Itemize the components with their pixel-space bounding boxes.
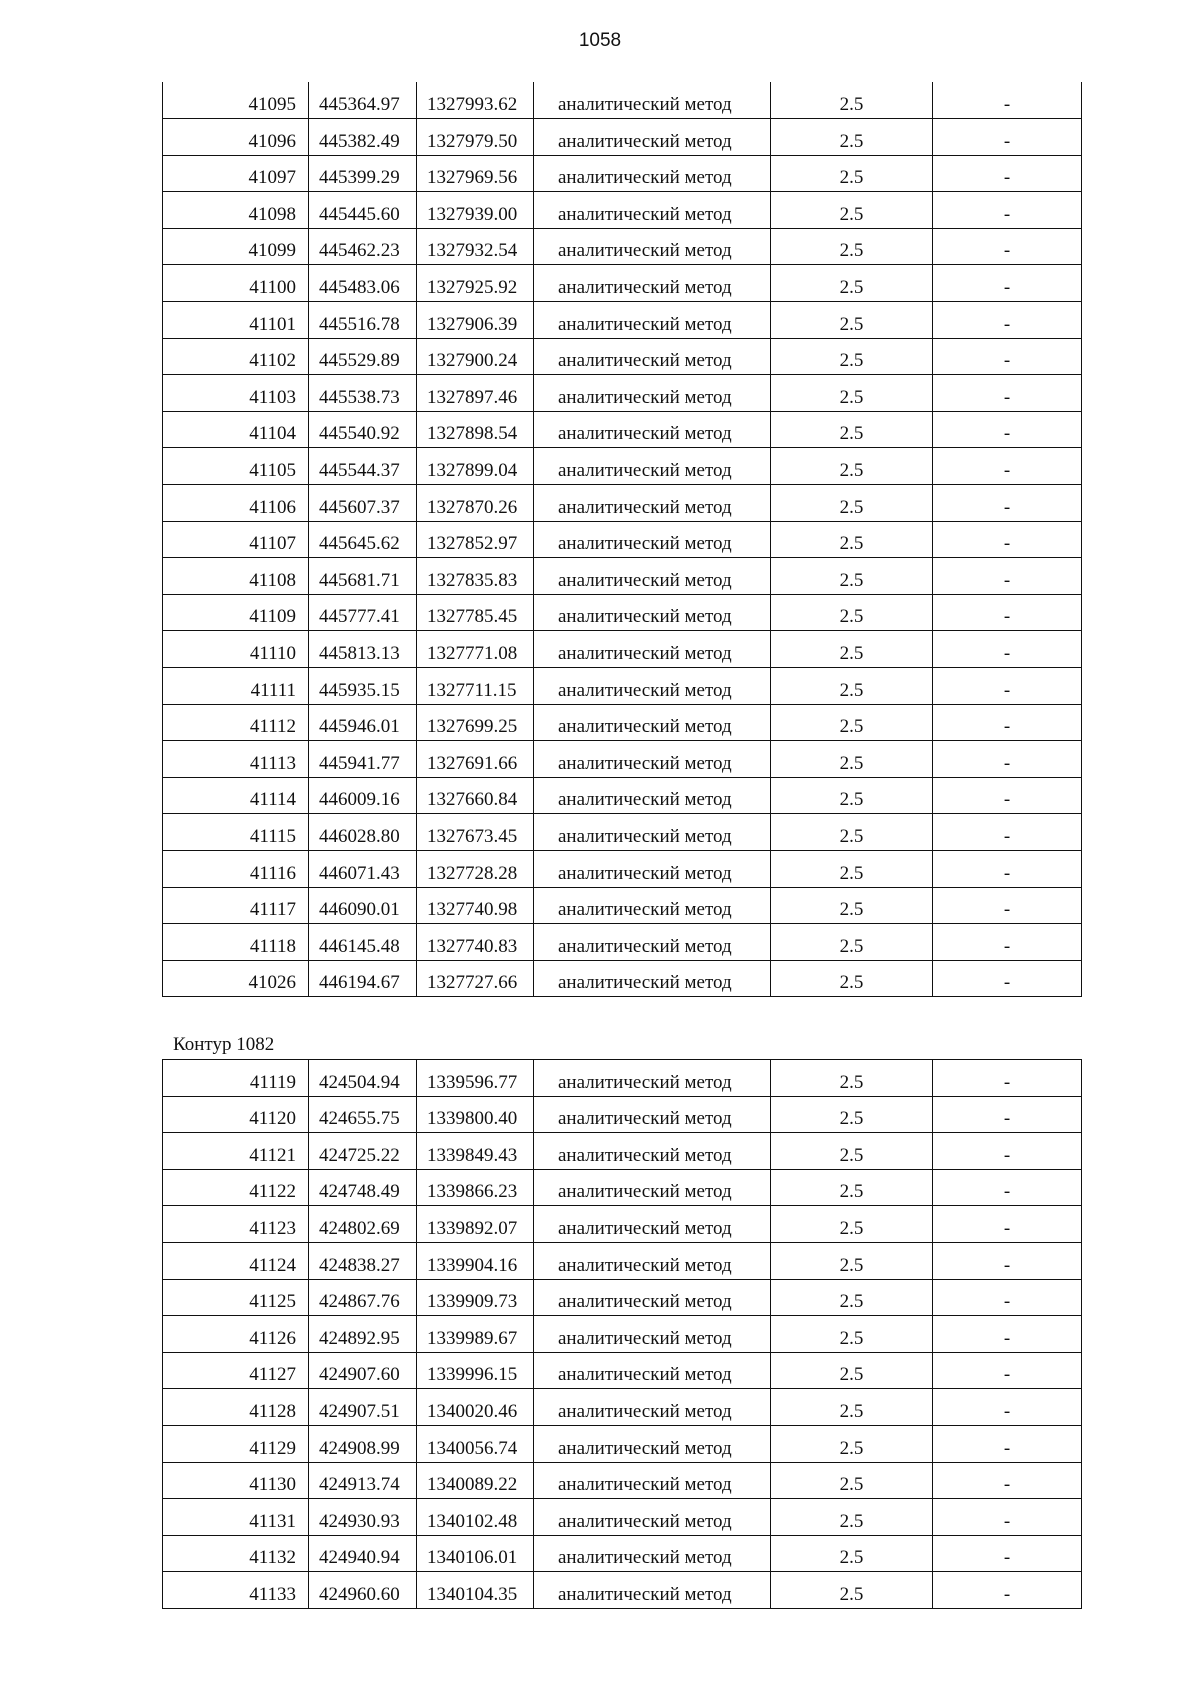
method-cell: аналитический метод	[534, 302, 771, 339]
y-coordinate-cell: 1339904.16	[417, 1242, 534, 1279]
y-coordinate-cell: 1327740.83	[417, 924, 534, 961]
point-number-cell: 41129	[163, 1425, 309, 1462]
x-coordinate-cell: 445544.37	[309, 448, 417, 485]
table-row	[163, 1133, 1082, 1170]
table-row	[163, 411, 1082, 448]
table-row	[163, 1316, 1082, 1353]
table-row	[163, 265, 1082, 302]
table-row	[163, 1279, 1082, 1316]
description-cell: -	[933, 924, 1082, 961]
accuracy-cell: 2.5	[771, 1242, 933, 1279]
x-coordinate-cell: 445540.92	[309, 411, 417, 448]
method-cell: аналитический метод	[534, 1425, 771, 1462]
description-cell: -	[933, 887, 1082, 924]
description-cell: -	[933, 1425, 1082, 1462]
x-coordinate-cell: 446028.80	[309, 814, 417, 851]
y-coordinate-cell: 1327898.54	[417, 411, 534, 448]
point-number-cell: 41119	[163, 1060, 309, 1097]
table-row	[163, 1425, 1082, 1462]
point-number-cell: 41101	[163, 302, 309, 339]
x-coordinate-cell: 445935.15	[309, 668, 417, 705]
x-coordinate-cell: 424802.69	[309, 1206, 417, 1243]
method-cell: аналитический метод	[534, 1206, 771, 1243]
description-cell: -	[933, 119, 1082, 156]
x-coordinate-cell: 446194.67	[309, 960, 417, 997]
x-coordinate-cell: 445462.23	[309, 228, 417, 265]
description-cell: -	[933, 1133, 1082, 1170]
point-number-cell: 41127	[163, 1352, 309, 1389]
method-cell: аналитический метод	[534, 1096, 771, 1133]
table-row	[163, 1096, 1082, 1133]
table-row	[163, 924, 1082, 961]
x-coordinate-cell: 445538.73	[309, 375, 417, 412]
point-number-cell: 41118	[163, 924, 309, 961]
table-row	[163, 1499, 1082, 1536]
point-number-cell: 41104	[163, 411, 309, 448]
description-cell: -	[933, 228, 1082, 265]
y-coordinate-cell: 1327727.66	[417, 960, 534, 997]
method-cell: аналитический метод	[534, 375, 771, 412]
table-row	[163, 1572, 1082, 1609]
point-number-cell: 41113	[163, 741, 309, 778]
table-row	[163, 375, 1082, 412]
y-coordinate-cell: 1327660.84	[417, 777, 534, 814]
y-coordinate-cell: 1340106.01	[417, 1535, 534, 1572]
point-number-cell: 41099	[163, 228, 309, 265]
point-number-cell: 41131	[163, 1499, 309, 1536]
description-cell: -	[933, 485, 1082, 522]
y-coordinate-cell: 1327785.45	[417, 594, 534, 631]
method-cell: аналитический метод	[534, 82, 771, 119]
x-coordinate-cell: 445813.13	[309, 631, 417, 668]
accuracy-cell: 2.5	[771, 887, 933, 924]
method-cell: аналитический метод	[534, 741, 771, 778]
method-cell: аналитический метод	[534, 228, 771, 265]
x-coordinate-cell: 424907.60	[309, 1352, 417, 1389]
method-cell: аналитический метод	[534, 1499, 771, 1536]
accuracy-cell: 2.5	[771, 485, 933, 522]
method-cell: аналитический метод	[534, 1169, 771, 1206]
x-coordinate-cell: 424504.94	[309, 1060, 417, 1097]
point-number-cell: 41110	[163, 631, 309, 668]
y-coordinate-cell: 1327771.08	[417, 631, 534, 668]
accuracy-cell: 2.5	[771, 558, 933, 595]
table-row	[163, 558, 1082, 595]
description-cell: -	[933, 302, 1082, 339]
y-coordinate-cell: 1339996.15	[417, 1352, 534, 1389]
point-number-cell: 41100	[163, 265, 309, 302]
y-coordinate-cell: 1339866.23	[417, 1169, 534, 1206]
method-cell: аналитический метод	[534, 1535, 771, 1572]
accuracy-cell: 2.5	[771, 1462, 933, 1499]
accuracy-cell: 2.5	[771, 411, 933, 448]
method-cell: аналитический метод	[534, 485, 771, 522]
method-cell: аналитический метод	[534, 850, 771, 887]
y-coordinate-cell: 1339909.73	[417, 1279, 534, 1316]
accuracy-cell: 2.5	[771, 1499, 933, 1536]
accuracy-cell: 2.5	[771, 814, 933, 851]
table-row	[163, 1462, 1082, 1499]
coordinates-table	[162, 1059, 1082, 1609]
accuracy-cell: 2.5	[771, 82, 933, 119]
description-cell: -	[933, 1352, 1082, 1389]
x-coordinate-cell: 424960.60	[309, 1572, 417, 1609]
x-coordinate-cell: 424838.27	[309, 1242, 417, 1279]
table-row	[163, 741, 1082, 778]
accuracy-cell: 2.5	[771, 924, 933, 961]
accuracy-cell: 2.5	[771, 338, 933, 375]
y-coordinate-cell: 1327906.39	[417, 302, 534, 339]
y-coordinate-cell: 1327932.54	[417, 228, 534, 265]
point-number-cell: 41106	[163, 485, 309, 522]
description-cell: -	[933, 558, 1082, 595]
accuracy-cell: 2.5	[771, 155, 933, 192]
table-row	[163, 228, 1082, 265]
point-number-cell: 41107	[163, 521, 309, 558]
point-number-cell: 41124	[163, 1242, 309, 1279]
y-coordinate-cell: 1327728.28	[417, 850, 534, 887]
method-cell: аналитический метод	[534, 1572, 771, 1609]
description-cell: -	[933, 1242, 1082, 1279]
description-cell: -	[933, 448, 1082, 485]
accuracy-cell: 2.5	[771, 1535, 933, 1572]
point-number-cell: 41095	[163, 82, 309, 119]
point-number-cell: 41112	[163, 704, 309, 741]
method-cell: аналитический метод	[534, 924, 771, 961]
accuracy-cell: 2.5	[771, 631, 933, 668]
x-coordinate-cell: 424908.99	[309, 1425, 417, 1462]
accuracy-cell: 2.5	[771, 1206, 933, 1243]
method-cell: аналитический метод	[534, 558, 771, 595]
y-coordinate-cell: 1327852.97	[417, 521, 534, 558]
x-coordinate-cell: 445529.89	[309, 338, 417, 375]
description-cell: -	[933, 814, 1082, 851]
table-row	[163, 338, 1082, 375]
description-cell: -	[933, 1096, 1082, 1133]
accuracy-cell: 2.5	[771, 1096, 933, 1133]
description-cell: -	[933, 668, 1082, 705]
section-label: Контур 1082	[173, 1034, 275, 1055]
accuracy-cell: 2.5	[771, 594, 933, 631]
x-coordinate-cell: 445607.37	[309, 485, 417, 522]
accuracy-cell: 2.5	[771, 521, 933, 558]
method-cell: аналитический метод	[534, 448, 771, 485]
description-cell: -	[933, 704, 1082, 741]
point-number-cell: 41108	[163, 558, 309, 595]
y-coordinate-cell: 1327925.92	[417, 265, 534, 302]
x-coordinate-cell: 424867.76	[309, 1279, 417, 1316]
description-cell: -	[933, 192, 1082, 229]
point-number-cell: 41121	[163, 1133, 309, 1170]
point-number-cell: 41102	[163, 338, 309, 375]
point-number-cell: 41122	[163, 1169, 309, 1206]
point-number-cell: 41109	[163, 594, 309, 631]
description-cell: -	[933, 1316, 1082, 1353]
method-cell: аналитический метод	[534, 1389, 771, 1426]
description-cell: -	[933, 1462, 1082, 1499]
y-coordinate-cell: 1327897.46	[417, 375, 534, 412]
x-coordinate-cell: 446071.43	[309, 850, 417, 887]
y-coordinate-cell: 1327691.66	[417, 741, 534, 778]
point-number-cell: 41132	[163, 1535, 309, 1572]
point-number-cell: 41120	[163, 1096, 309, 1133]
y-coordinate-cell: 1327711.15	[417, 668, 534, 705]
method-cell: аналитический метод	[534, 777, 771, 814]
description-cell: -	[933, 521, 1082, 558]
point-number-cell: 41133	[163, 1572, 309, 1609]
description-cell: -	[933, 1169, 1082, 1206]
description-cell: -	[933, 1279, 1082, 1316]
accuracy-cell: 2.5	[771, 960, 933, 997]
accuracy-cell: 2.5	[771, 375, 933, 412]
point-number-cell: 41128	[163, 1389, 309, 1426]
x-coordinate-cell: 424655.75	[309, 1096, 417, 1133]
description-cell: -	[933, 594, 1082, 631]
method-cell: аналитический метод	[534, 1352, 771, 1389]
accuracy-cell: 2.5	[771, 192, 933, 229]
table-row	[163, 704, 1082, 741]
y-coordinate-cell: 1327993.62	[417, 82, 534, 119]
description-cell: -	[933, 1499, 1082, 1536]
y-coordinate-cell: 1327673.45	[417, 814, 534, 851]
x-coordinate-cell: 424913.74	[309, 1462, 417, 1499]
x-coordinate-cell: 445777.41	[309, 594, 417, 631]
accuracy-cell: 2.5	[771, 1352, 933, 1389]
point-number-cell: 41097	[163, 155, 309, 192]
table-row	[163, 777, 1082, 814]
point-number-cell: 41096	[163, 119, 309, 156]
point-number-cell: 41026	[163, 960, 309, 997]
table-row	[163, 1060, 1082, 1097]
table-row	[163, 192, 1082, 229]
description-cell: -	[933, 411, 1082, 448]
table-row	[163, 119, 1082, 156]
method-cell: аналитический метод	[534, 704, 771, 741]
accuracy-cell: 2.5	[771, 1279, 933, 1316]
table-row	[163, 668, 1082, 705]
y-coordinate-cell: 1327939.00	[417, 192, 534, 229]
page-number: 1058	[578, 30, 622, 51]
description-cell: -	[933, 1060, 1082, 1097]
description-cell: -	[933, 82, 1082, 119]
x-coordinate-cell: 424892.95	[309, 1316, 417, 1353]
method-cell: аналитический метод	[534, 1060, 771, 1097]
table-row	[163, 521, 1082, 558]
table-row	[163, 1352, 1082, 1389]
table-row	[163, 82, 1082, 119]
method-cell: аналитический метод	[534, 668, 771, 705]
method-cell: аналитический метод	[534, 1279, 771, 1316]
x-coordinate-cell: 445645.62	[309, 521, 417, 558]
description-cell: -	[933, 960, 1082, 997]
method-cell: аналитический метод	[534, 192, 771, 229]
x-coordinate-cell: 424725.22	[309, 1133, 417, 1170]
y-coordinate-cell: 1327870.26	[417, 485, 534, 522]
point-number-cell: 41105	[163, 448, 309, 485]
description-cell: -	[933, 631, 1082, 668]
accuracy-cell: 2.5	[771, 1060, 933, 1097]
method-cell: аналитический метод	[534, 521, 771, 558]
description-cell: -	[933, 741, 1082, 778]
method-cell: аналитический метод	[534, 1316, 771, 1353]
point-number-cell: 41111	[163, 668, 309, 705]
accuracy-cell: 2.5	[771, 1572, 933, 1609]
accuracy-cell: 2.5	[771, 228, 933, 265]
method-cell: аналитический метод	[534, 960, 771, 997]
method-cell: аналитический метод	[534, 1242, 771, 1279]
accuracy-cell: 2.5	[771, 1169, 933, 1206]
point-number-cell: 41116	[163, 850, 309, 887]
point-number-cell: 41130	[163, 1462, 309, 1499]
accuracy-cell: 2.5	[771, 265, 933, 302]
y-coordinate-cell: 1340104.35	[417, 1572, 534, 1609]
x-coordinate-cell: 445516.78	[309, 302, 417, 339]
y-coordinate-cell: 1340102.48	[417, 1499, 534, 1536]
y-coordinate-cell: 1327740.98	[417, 887, 534, 924]
table-row	[163, 1242, 1082, 1279]
description-cell: -	[933, 338, 1082, 375]
accuracy-cell: 2.5	[771, 850, 933, 887]
x-coordinate-cell: 424748.49	[309, 1169, 417, 1206]
point-number-cell: 41126	[163, 1316, 309, 1353]
y-coordinate-cell: 1340020.46	[417, 1389, 534, 1426]
point-number-cell: 41125	[163, 1279, 309, 1316]
method-cell: аналитический метод	[534, 594, 771, 631]
accuracy-cell: 2.5	[771, 302, 933, 339]
y-coordinate-cell: 1327900.24	[417, 338, 534, 375]
method-cell: аналитический метод	[534, 631, 771, 668]
table-row	[163, 1535, 1082, 1572]
point-number-cell: 41114	[163, 777, 309, 814]
x-coordinate-cell: 446145.48	[309, 924, 417, 961]
y-coordinate-cell: 1327835.83	[417, 558, 534, 595]
x-coordinate-cell: 424940.94	[309, 1535, 417, 1572]
x-coordinate-cell: 424907.51	[309, 1389, 417, 1426]
description-cell: -	[933, 1535, 1082, 1572]
method-cell: аналитический метод	[534, 411, 771, 448]
table-row	[163, 1169, 1082, 1206]
x-coordinate-cell: 445483.06	[309, 265, 417, 302]
method-cell: аналитический метод	[534, 119, 771, 156]
accuracy-cell: 2.5	[771, 668, 933, 705]
table-row	[163, 155, 1082, 192]
accuracy-cell: 2.5	[771, 119, 933, 156]
description-cell: -	[933, 375, 1082, 412]
method-cell: аналитический метод	[534, 155, 771, 192]
y-coordinate-cell: 1339800.40	[417, 1096, 534, 1133]
y-coordinate-cell: 1327899.04	[417, 448, 534, 485]
point-number-cell: 41123	[163, 1206, 309, 1243]
x-coordinate-cell: 445681.71	[309, 558, 417, 595]
accuracy-cell: 2.5	[771, 1133, 933, 1170]
y-coordinate-cell: 1327979.50	[417, 119, 534, 156]
x-coordinate-cell: 445399.29	[309, 155, 417, 192]
table-row	[163, 485, 1082, 522]
description-cell: -	[933, 1572, 1082, 1609]
accuracy-cell: 2.5	[771, 777, 933, 814]
x-coordinate-cell: 446009.16	[309, 777, 417, 814]
description-cell: -	[933, 1389, 1082, 1426]
table-row	[163, 594, 1082, 631]
x-coordinate-cell: 445946.01	[309, 704, 417, 741]
point-number-cell: 41103	[163, 375, 309, 412]
accuracy-cell: 2.5	[771, 1389, 933, 1426]
table-row	[163, 302, 1082, 339]
table-row	[163, 850, 1082, 887]
method-cell: аналитический метод	[534, 265, 771, 302]
coordinates-table	[162, 82, 1082, 997]
description-cell: -	[933, 850, 1082, 887]
table-row	[163, 887, 1082, 924]
method-cell: аналитический метод	[534, 338, 771, 375]
table-row	[163, 1206, 1082, 1243]
accuracy-cell: 2.5	[771, 448, 933, 485]
y-coordinate-cell: 1339989.67	[417, 1316, 534, 1353]
method-cell: аналитический метод	[534, 1133, 771, 1170]
x-coordinate-cell: 445382.49	[309, 119, 417, 156]
y-coordinate-cell: 1327969.56	[417, 155, 534, 192]
y-coordinate-cell: 1327699.25	[417, 704, 534, 741]
x-coordinate-cell: 445941.77	[309, 741, 417, 778]
y-coordinate-cell: 1339596.77	[417, 1060, 534, 1097]
table-row	[163, 1389, 1082, 1426]
description-cell: -	[933, 1206, 1082, 1243]
x-coordinate-cell: 445445.60	[309, 192, 417, 229]
accuracy-cell: 2.5	[771, 1316, 933, 1353]
table-row	[163, 448, 1082, 485]
accuracy-cell: 2.5	[771, 741, 933, 778]
point-number-cell: 41098	[163, 192, 309, 229]
method-cell: аналитический метод	[534, 814, 771, 851]
description-cell: -	[933, 265, 1082, 302]
description-cell: -	[933, 155, 1082, 192]
y-coordinate-cell: 1340056.74	[417, 1425, 534, 1462]
table-row	[163, 814, 1082, 851]
point-number-cell: 41115	[163, 814, 309, 851]
accuracy-cell: 2.5	[771, 1425, 933, 1462]
x-coordinate-cell: 445364.97	[309, 82, 417, 119]
table-row	[163, 960, 1082, 997]
accuracy-cell: 2.5	[771, 704, 933, 741]
method-cell: аналитический метод	[534, 887, 771, 924]
y-coordinate-cell: 1339892.07	[417, 1206, 534, 1243]
table-row	[163, 631, 1082, 668]
y-coordinate-cell: 1340089.22	[417, 1462, 534, 1499]
method-cell: аналитический метод	[534, 1462, 771, 1499]
point-number-cell: 41117	[163, 887, 309, 924]
x-coordinate-cell: 446090.01	[309, 887, 417, 924]
description-cell: -	[933, 777, 1082, 814]
x-coordinate-cell: 424930.93	[309, 1499, 417, 1536]
y-coordinate-cell: 1339849.43	[417, 1133, 534, 1170]
